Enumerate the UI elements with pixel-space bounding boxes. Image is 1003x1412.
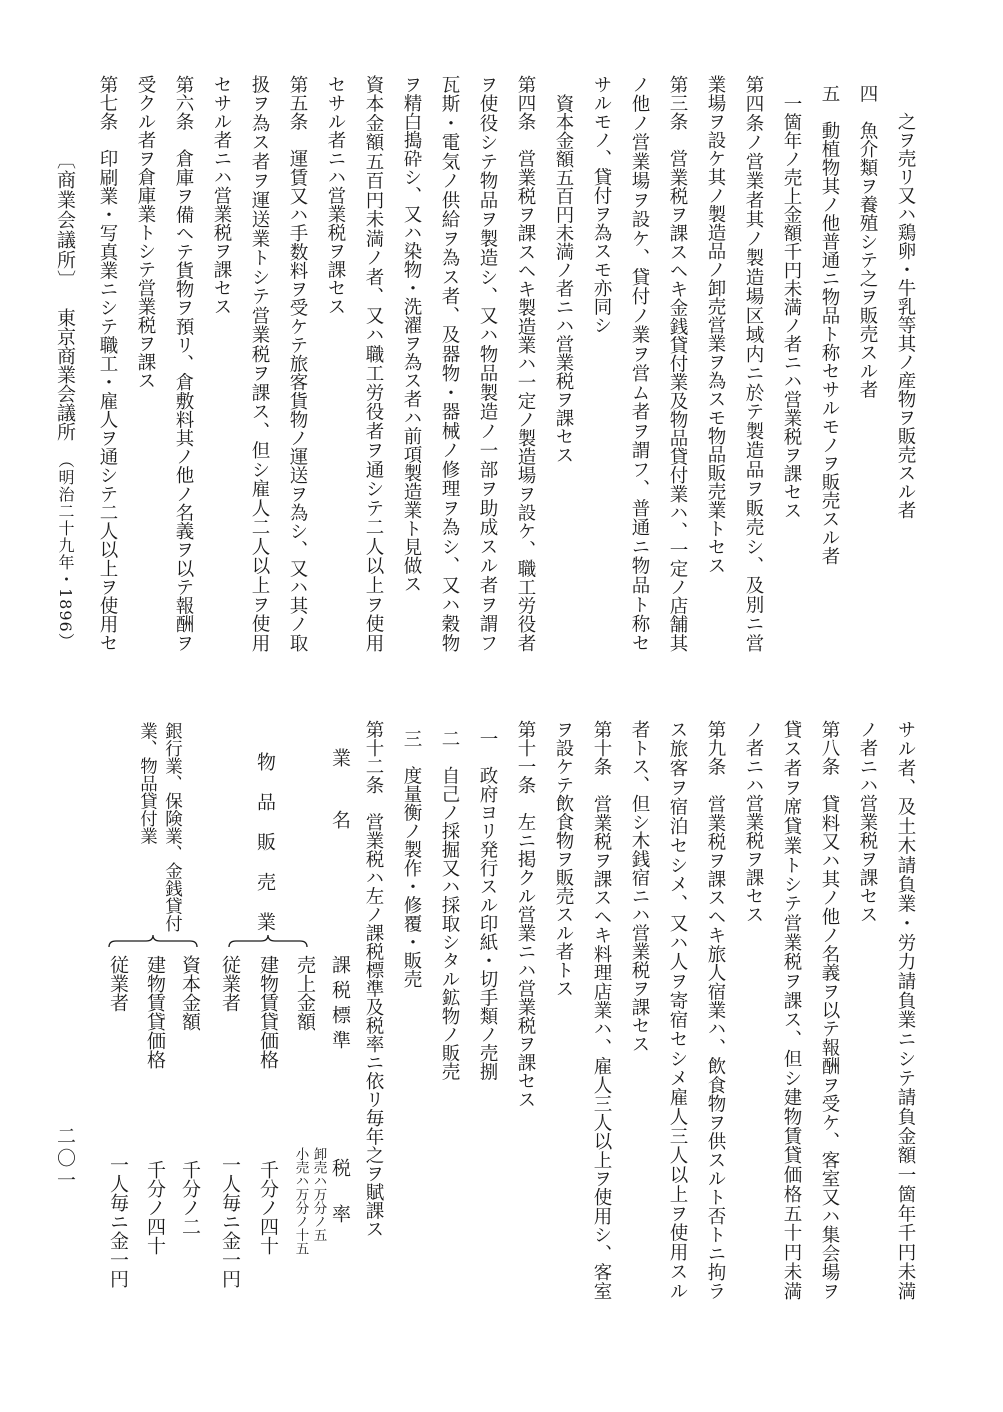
text-line: 資本金額五百円未満ノ者、又ハ職工労役者ヲ通シテ二人以上ヲ使用 xyxy=(363,75,384,652)
text-line: 第五条 運賃又ハ手数料ヲ受ケテ旅客貨物ノ運送ヲ為シ、又ハ其ノ取 xyxy=(287,75,308,652)
text-line: 二 自己ノ採掘又ハ採取シタル鉱物ノ販売 xyxy=(439,729,460,1081)
text-line: ヲ設ケテ飲食物ヲ販売スル者トス xyxy=(553,720,574,998)
table-header-standard: 課税標準 xyxy=(329,955,351,1055)
page-number: 二〇一 xyxy=(54,1126,76,1192)
brace-icon xyxy=(228,934,308,948)
text-line: 第九条 営業税ヲ課スヘキ旅人宿業ハ、飲食物ヲ供スルト否トニ拘ラ xyxy=(705,720,726,1301)
text-line: サル者、及土木請負業・労力請負業ニシテ請負金額一箇年千円未満 xyxy=(895,720,916,1300)
text-line: ノ者ニハ営業税ヲ課セス xyxy=(857,720,878,924)
table-header-rate: 税 率 xyxy=(329,1158,351,1227)
text-line: 第三条 営業税ヲ課スヘキ金銭貸付業及物品貸付業ハ、一定ノ店舗其 xyxy=(667,75,688,652)
text-line: 第八条 貸料又ハ其ノ他ノ名義ヲ以テ報酬ヲ受ケ、客室又ハ集会場ヲ xyxy=(819,720,840,1301)
text-line: ヲ精白搗砕シ、又ハ染物・洗濯ヲ為ス者ハ前項製造業ト見做ス xyxy=(401,75,422,593)
row-name: 物品販売業 xyxy=(254,752,276,952)
text-line: 第十二条 営業税ハ左ノ課税標準及税率ニ依リ毎年之ヲ賦課ス xyxy=(363,720,384,1238)
text-line: サルモノ、貸付ヲ為スモ亦同シ xyxy=(591,75,612,334)
text-line: ヲ使役シテ物品ヲ製造シ、又ハ物品製造ノ一部ヲ助成スル者ヲ謂フ xyxy=(477,75,498,652)
tax-rate: 千分ノ四十 xyxy=(144,1160,166,1255)
upper-text-block xyxy=(88,75,924,652)
tax-standard: 建物賃貸価格 xyxy=(144,955,166,1069)
table-header-name: 業 名 xyxy=(329,748,351,841)
row-name: 業、物品貸付業 xyxy=(137,722,158,845)
text-line: ノ者ニハ営業税ヲ課セス xyxy=(743,720,764,924)
text-line: 五 動植物其ノ他普通ニ物品ト称セサルモノヲ販売スル者 xyxy=(819,84,840,566)
text-line: 瓦斯・電気ノ供給ヲ為ス者、及器物・器械ノ修理ヲ為シ、又ハ穀物 xyxy=(439,75,460,652)
tax-standard: 従業者 xyxy=(107,955,129,1012)
text-line: ス旅客ヲ宿泊セシメ、又ハ人ヲ寄宿セシメ雇人三人以上ヲ使用スル xyxy=(667,720,688,1300)
text-line: セサル者ニハ営業税ヲ課セス xyxy=(211,75,232,316)
tax-rate: 卸売ハ万分ノ五 xyxy=(310,1147,327,1242)
tax-rate: 小売ハ万分ノ十五 xyxy=(292,1147,309,1255)
brace-icon xyxy=(108,934,198,948)
tax-standard: 建物賃貸価格 xyxy=(257,955,279,1069)
row-name: 銀行業、保険業、金銭貸付 xyxy=(162,722,183,932)
tax-rate: 一人毎ニ金一円 xyxy=(219,1155,241,1288)
tax-standard: 従業者 xyxy=(219,955,241,1012)
text-line: 四 魚介類ヲ養殖シテ之ヲ販売スル者 xyxy=(857,84,878,399)
text-line: 第四条 営業税ヲ課スヘキ製造業ハ一定ノ製造場ヲ設ケ、職工労役者 xyxy=(515,75,536,652)
text-line: 資本金額五百円未満ノ者ニハ営業税ヲ課セス xyxy=(553,93,574,464)
running-header-date: （明治二十九年・1896） xyxy=(56,452,75,650)
tax-rate: 一人毎ニ金一円 xyxy=(107,1155,129,1288)
text-line: 之ヲ売リ又ハ鶏卵・牛乳等其ノ産物ヲ販売スル者 xyxy=(895,112,916,519)
text-line: 第六条 倉庫ヲ備ヘテ貨物ヲ預リ、倉敷料其ノ他ノ名義ヲ以テ報酬ヲ xyxy=(173,75,194,652)
tax-standard: 売上金額 xyxy=(294,955,316,1031)
text-line: 第四条ノ営業者其ノ製造場区域内ニ於テ製造品ヲ販売シ、及別ニ営 xyxy=(743,75,764,652)
text-line: 受クル者ヲ倉庫業トシテ営業税ヲ課ス xyxy=(135,75,156,390)
running-header-category: 〔商業会議所〕 xyxy=(54,150,76,290)
lower-text-block xyxy=(354,720,924,1300)
tax-rate: 千分ノ四十 xyxy=(257,1160,279,1255)
tax-rate: 千分ノ二 xyxy=(179,1160,201,1236)
text-line: 第十一条 左ニ掲クル営業ニハ営業税ヲ課セス xyxy=(515,720,536,1109)
text-line: セサル者ニハ営業税ヲ課セス xyxy=(325,75,346,316)
text-line: ノ他ノ営業場ヲ設ケ、貸付ノ業ヲ営ム者ヲ謂フ、普通ニ物品ト称セ xyxy=(629,75,650,652)
text-line: 者トス、但シ木銭宿ニハ営業税ヲ課セス xyxy=(629,720,650,1053)
tax-standard: 資本金額 xyxy=(179,955,201,1031)
text-line: 一 政府ヨリ発行スル印紙・切手類ノ売捌 xyxy=(477,729,498,1081)
text-line: 第十条 営業税ヲ課スヘキ料理店業ハ、雇人三人以上ヲ使用シ、客室 xyxy=(591,720,612,1300)
text-line: 扱ヲ為ス者ヲ運送業トシテ営業税ヲ課ス、但シ雇人二人以上ヲ使用 xyxy=(249,75,270,652)
text-line: 一箇年ノ売上金額千円未満ノ者ニハ営業税ヲ課セス xyxy=(781,93,802,519)
text-line: 貸ス者ヲ席貸業トシテ営業税ヲ課ス、但シ建物賃貸価格五十円未満 xyxy=(781,720,802,1300)
running-header-source: 東京商業会議所 xyxy=(54,308,76,441)
text-line: 第七条 印刷業・写真業ニシテ職工・雇人ヲ通シテ二人以上ヲ使用セ xyxy=(97,75,118,652)
text-line: 三 度量衡ノ製作・修覆・販売 xyxy=(401,729,422,989)
text-line: 業場ヲ設ケ其ノ製造品ノ卸売営業ヲ為スモ物品販売業トセス xyxy=(705,75,726,575)
